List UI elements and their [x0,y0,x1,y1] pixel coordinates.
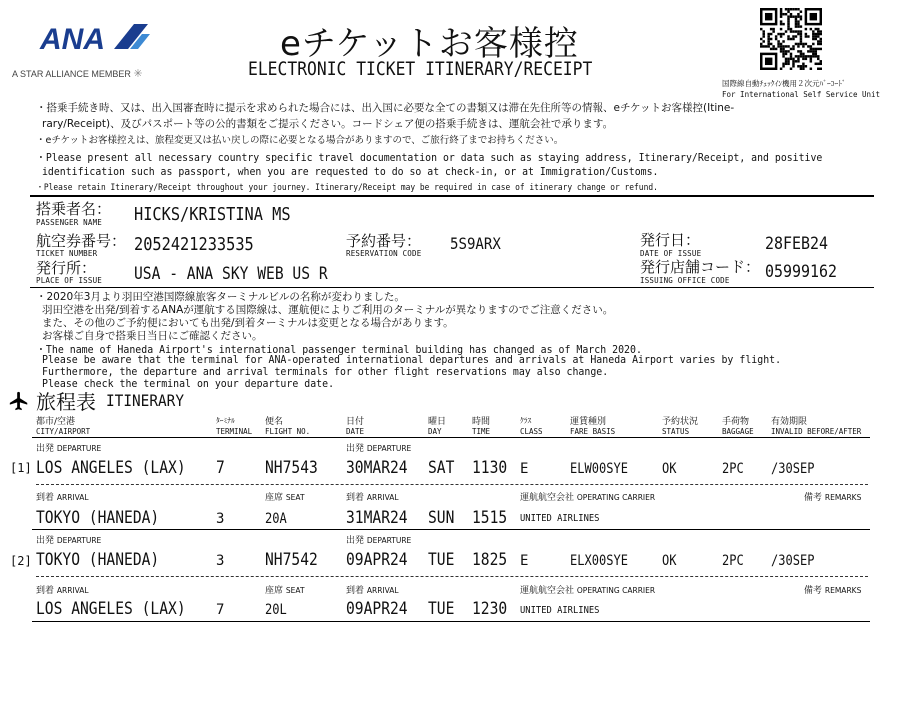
notice-en-2-text: ・Please retain Itinerary/Receipt throughout your journey. Itinerary/Receipt may be required in case of itinerary change or refund. [36,183,658,193]
office-code-value: 05999162 [765,262,838,282]
seg2-seat: 20L [265,602,287,618]
haneda-en-4-text: Please check the terminal on your departure date. [42,377,335,390]
col-day-en: DAY [428,427,442,436]
passenger-name-label-en: PASSENGER NAME [36,218,103,227]
seg2-arr-day: TUE [428,599,455,619]
reservation-label-jp: 予約番号： [346,232,422,250]
notice-jp-1a: ・搭乗手続き時、又は、出入国審査時に提示を求められた場合には、出入国に必要な全ての書類又は滞在先住所等の情報、eチケットお客様控(Itine- [36,102,735,114]
seg1-valid: /30SEP [771,461,815,477]
col-city-en: CITY/AIRPORT [36,427,91,436]
seg2-valid: /30SEP [771,553,815,569]
seg1-class: E [520,461,529,477]
notice-en-1b [42,165,731,178]
haneda-en-1-text: ・The name of Haneda Airport's international passenger terminal building has changed as of March 2020. [36,343,642,356]
seg2-arr-date: 09APR24 [346,599,408,619]
col-status-en: STATUS [662,427,690,436]
place-label-en: PLACE OF ISSUE [36,276,103,285]
seg1-arr-city: TOKYO (HANEDA) [36,508,160,528]
seg1-dep-date: 30MAR24 [346,458,408,478]
seg1-departure-label: 出発 DEPARTURE [36,444,102,454]
alliance-text [12,67,143,80]
col-city-jp: 都市/空港 [36,417,76,427]
ana-logo-mark [38,20,150,54]
divider-seg1 [32,529,870,530]
seg1-index: [1] [10,461,32,475]
issue-date-value: 28FEB24 [765,234,829,254]
divider-passenger [30,287,874,288]
title-jp: eチケットお客様控 [280,24,579,64]
haneda-jp-1: ・2020年3月より羽田空港国際線旅客ターミナルビルの名称が変わりました。 [36,291,405,303]
col-valid-en: INVALID BEFORE/AFTER [771,427,862,436]
seg2-flight: NH7542 [265,550,318,570]
seg1-arr-day: SUN [428,508,455,528]
issue-date [765,234,837,254]
col-fare-en: FARE BASIS [570,427,616,436]
seg1-flight: NH7543 [265,458,318,478]
haneda-jp-2: 羽田空港を出発/到着するANAが運航する国際線は、運航便によりご利用のターミナルが異なりますのでご注意ください。 [42,304,614,316]
reservation-label-en: RESERVATION CODE [346,249,422,258]
col-date-en: DATE [346,427,365,436]
ticket-number [134,234,275,255]
divider-seg2 [32,621,870,622]
seg2-fare: ELX00SYE [570,553,628,569]
seg2-class: E [520,553,529,569]
seg2-carrier-label: 運航航空会社 OPERATING CARRIER [520,586,656,596]
seg2-departure-label: 出発 DEPARTURE [36,536,102,546]
office-code [765,262,847,282]
seg1-dep-terminal: 7 [216,458,225,478]
title-en-text: ELECTRONIC TICKET ITINERARY/RECEIPT [248,58,593,80]
ticket-label-jp: 航空券番号： [36,232,127,250]
office-label-en: ISSUING OFFICE CODE [640,276,730,285]
issue-date-label-jp: 発行日： [640,231,701,249]
seg2-remarks-label: 備考 REMARKS [804,586,862,596]
divider-columns [32,437,870,438]
seg1-remarks-label: 備考 REMARKS [804,493,862,503]
notice-jp-2: ・eチケットお客様控えは、旅程変更又は払い戻しの際に必要となる場合がありますので、ご旅行終了までお持ちください。 [36,135,564,146]
seg1-dep-day: SAT [428,458,455,478]
reservation-code [450,234,508,253]
haneda-jp-4: お客様ご自身で搭乗日当日にご確認ください。 [42,330,263,342]
seg1-arr-terminal: 3 [216,511,225,527]
seg2-arr-time: 1230 [472,599,508,619]
col-date-jp: 日付 [346,417,365,427]
seg2-status: OK [662,553,677,569]
seg2-departure-date-label: 出発 DEPARTURE [346,536,412,546]
seg2-dep-city: TOKYO (HANEDA) [36,550,160,570]
col-status-jp: 予約状況 [662,417,699,427]
qr-label-en: For International Self Service Unit [722,90,881,99]
seg2-arrival-label: 到着 ARRIVAL [36,586,89,596]
col-day-jp: 曜日 [428,417,447,427]
ana-logo-text: ANA [40,23,105,54]
col-time-jp: 時間 [472,417,491,427]
seg2-dep-date: 09APR24 [346,550,408,570]
haneda-jp-3: また、その他のご予約便においても出発/到着ターミナルは変更となる場合があります。 [42,317,454,329]
notice-en-1b-text: identification such as passport, when you are requested to do so at check-in, or at Immigration/Customs. [42,165,659,178]
divider-top [30,195,874,197]
seg2-dep-time: 1825 [472,550,508,570]
itinerary-title-en-text: ITINERARY [106,391,185,410]
notice-en-1a-text: ・Please present all necessary country specific travel documentation or data such as staying address, Itinerary/Receipt, and positive [36,151,823,164]
seg1-dashed-divider [36,484,868,485]
col-terminal-jp: ﾀｰﾐﾅﾙ [216,416,235,425]
seg1-departure-date-label: 出発 DEPARTURE [346,444,412,454]
alliance-label: A STAR ALLIANCE MEMBER [12,69,131,79]
col-baggage-jp: 手荷物 [722,417,750,427]
place-of-issue-value: USA - ANA SKY WEB US R [134,264,328,284]
seg2-baggage: 2PC [722,553,744,569]
title-en [248,58,648,80]
seg1-fare: ELW00SYE [570,461,628,477]
itinerary-title-jp: 旅程表 [36,390,96,414]
haneda-en-3-text: Furthermore, the departure and arrival terminals for other flight reservations may also change. [42,365,609,378]
seg1-seat: 20A [265,511,287,527]
seg2-dep-terminal: 3 [216,553,225,569]
ana-logo [38,20,150,54]
col-class-en: CLASS [520,427,543,436]
seg2-arrival-date-label: 到着 ARRIVAL [346,586,399,596]
office-label-jp: 発行店舗コード： [640,258,761,276]
ticket-label-en: TICKET NUMBER [36,249,98,258]
passenger-name-value: HICKS/KRISTINA MS [134,204,291,225]
passenger-name [134,204,318,225]
airplane-icon [8,390,30,412]
seg1-carrier-label: 運航航空会社 OPERATING CARRIER [520,493,656,503]
seg1-carrier: UNITED AIRLINES [520,513,600,524]
seg2-arr-terminal: 7 [216,602,225,618]
col-baggage-en: BAGGAGE [722,427,754,436]
seg2-arr-city: LOS ANGELES (LAX) [36,599,186,619]
seg2-index: [2] [10,554,32,568]
col-fare-jp: 運賃種別 [570,417,607,427]
seg1-arr-date: 31MAR24 [346,508,408,528]
notice-jp-1b: rary/Receipt)、及びパスポート等の公的書類をご提示ください。コードシェア便の搭乗手続きは、運航会社で承ります。 [42,118,614,130]
issue-date-label-en: DATE OF ISSUE [640,249,702,258]
col-flight-en: FLIGHT NO. [265,427,311,436]
col-valid-jp: 有効期限 [771,417,808,427]
seg2-dep-day: TUE [428,550,455,570]
seg1-arr-time: 1515 [472,508,508,528]
seg2-seat-label: 座席 SEAT [265,586,305,596]
place-of-issue [134,264,359,284]
col-time-en: TIME [472,427,491,436]
col-class-jp: ｸﾗｽ [520,416,532,425]
seg2-carrier: UNITED AIRLINES [520,605,600,616]
seg1-arrival-date-label: 到着 ARRIVAL [346,493,399,503]
seg1-seat-label: 座席 SEAT [265,493,305,503]
seg1-dep-time: 1130 [472,458,508,478]
seg2-dashed-divider [36,576,868,577]
col-flight-jp: 便名 [265,417,284,427]
col-terminal-en: TERMINAL [216,427,253,436]
notice-en-2 [36,181,705,193]
itinerary-title-en [106,391,193,410]
seg1-dep-city: LOS ANGELES (LAX) [36,458,186,478]
seg1-baggage: 2PC [722,461,744,477]
notice-en-1a [36,149,903,165]
star-alliance-icon: ✳ [133,68,143,80]
reservation-code-value: 5S9ARX [450,234,501,253]
ticket-number-value: 2052421233535 [134,234,254,255]
place-label-jp: 発行所： [36,259,97,277]
qr-label-jp: 国際線自動ﾁｪｯｸｲﾝ機用２次元ﾊﾞｰｺｰﾄﾞ [722,79,846,88]
seg1-status: OK [662,461,677,477]
qr-code-icon [760,8,822,70]
passenger-name-label-jp: 搭乗者名： [36,200,112,218]
haneda-en-2-text: Please be aware that the terminal for ANA-operated international departures and arrivals at Haneda Airport varies by flight. [42,353,782,366]
seg1-arrival-label: 到着 ARRIVAL [36,493,89,503]
